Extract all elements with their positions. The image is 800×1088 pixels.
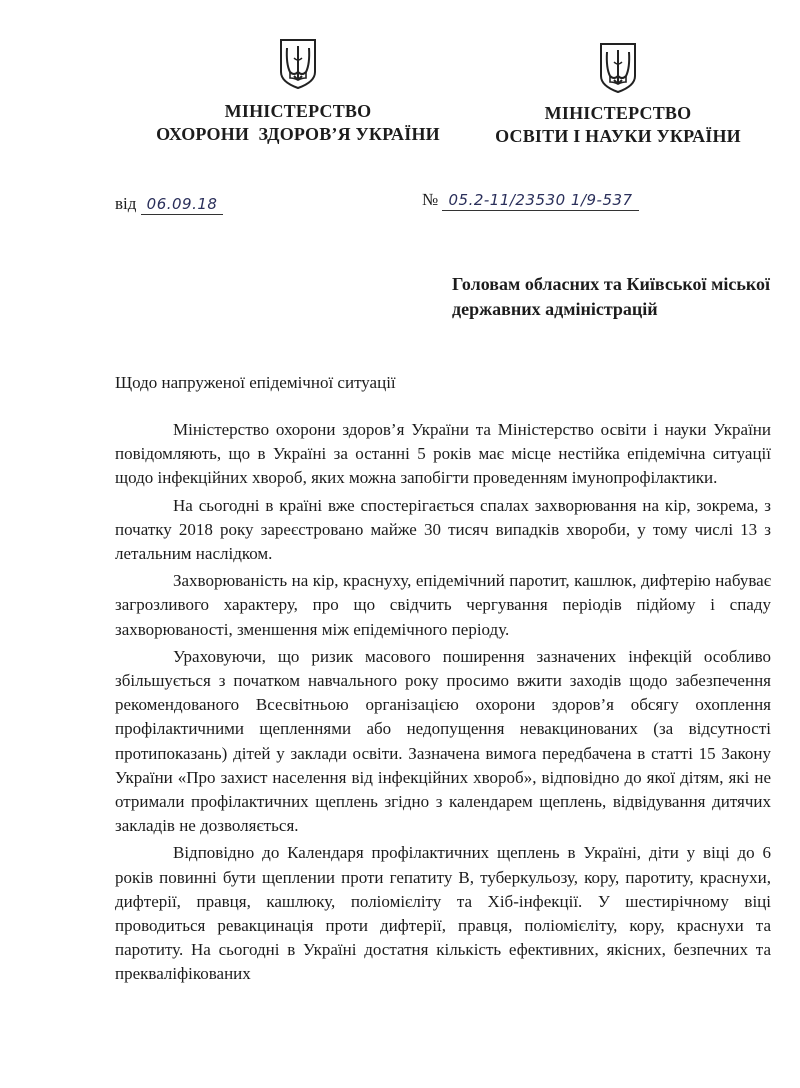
body-paragraph: Ураховуючи, що ризик масового поширення зазначених інфекцій особливо збільшується з початком навчального року просимо вжити заходів щодо забезпечення рекомендованого Всесвітньою організацією охорони здоров’я обсягу охоплення профілактичними щепленнями або недопущення невакцинованих (за відсутності протипоказань) дітей у заклади освіти. Зазначена вимога передбачена в статті 15 Закону України «Про захист населення від інфекційних хвороб», відповідно до якої дітям, які не отримали профілактичних щеплень згідно з календарем щеплень, відвідування дитячих закладів не дозволяється. [115,646,771,836]
date-value: 06.09.18 [141,195,224,215]
number-value: 05.2-11/23530 1/9-537 [442,191,638,211]
date-prefix: від [115,194,137,213]
number-line [422,190,639,210]
trident-emblem-icon [278,38,318,90]
body-paragraph: Захворюваність на кір, краснуху, епідемічний паротит, кашлюк, дифтерію набуває загрозливого характеру, про що свідчить чергування періодів підйому і спаду захворюваності, зменшення між епідемічного періоду. [115,571,771,639]
ministry-education-line1: МІНІСТЕРСТВО [544,103,692,123]
subject-line: Щодо напруженої епідемічної ситуації [115,373,396,392]
ministry-education-header [468,42,768,148]
addressee: Головам обласних та Київської міської державних адміністрацій [452,274,770,319]
date-line [115,194,223,214]
letter-body [115,418,771,990]
ministry-health-line2: ОХОРОНИ ЗДОРОВ’Я УКРАЇНИ [156,124,440,144]
ministry-health-header [148,38,448,146]
ministry-education-line2: ОСВІТИ І НАУКИ УКРАЇНИ [495,126,741,146]
body-paragraph: Відповідно до Календаря профілактичних щеплень в Україні, діти у віці до 6 років повинні бути щеплении проти гепатиту В, туберкульозу, кору, паротиту, краснухи, дифтерії, правця, кашлюку, поліомієліту та Хіб-інфекції. У шестирічному віці проводиться ревакцинація проти дифтерії, правця, поліомієліту, кору, краснухи та паротиту. На сьогодні в Україні достатня кількість ефективних, якісних, безпечних та преквалiфiкованих [115,843,771,984]
number-prefix: № [422,190,439,209]
ministry-health-line1: МІНІСТЕРСТВО [224,101,372,121]
trident-emblem-icon [598,42,638,94]
body-paragraph: Міністерство охорони здоров’я України та Міністерство освіти і науки України повідомляють, що в Україні за останні 5 років має місце нестійка епідемічна ситуації щодо інфекційних хвороб, яких можна запобігти проведенням імунопрофілактики. [115,420,771,488]
body-paragraph: На сьогодні в країні вже спостерігається спалах захворювання на кір, зокрема, з початку 2018 року зареєстровано майже 30 тисяч випадків хвороби, у тому числі 13 з летальним наслідком. [115,495,771,564]
